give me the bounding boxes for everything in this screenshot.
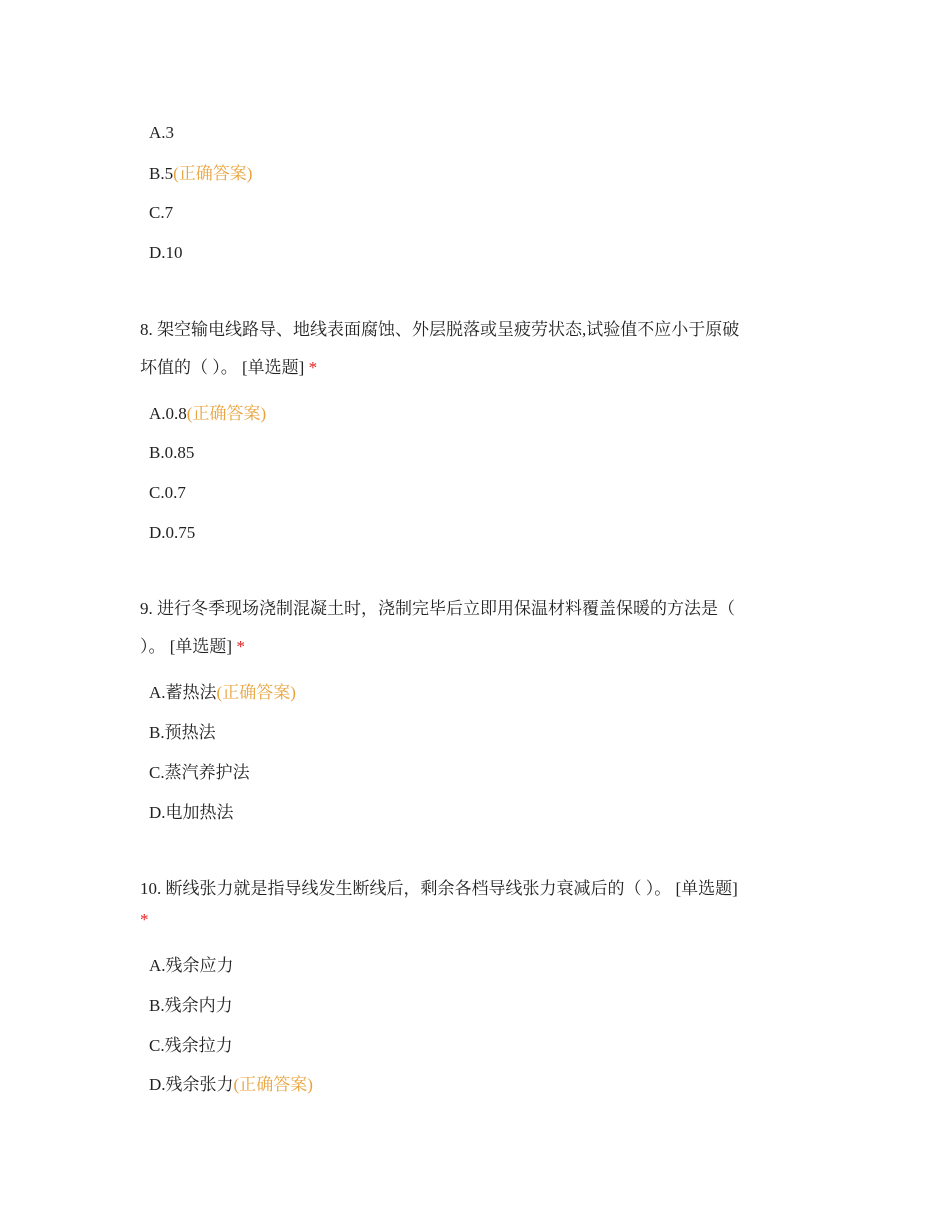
correct-answer-tag: (正确答案): [233, 1075, 313, 1094]
correct-answer-tag: (正确答案): [186, 404, 267, 423]
option-label: B.预热法: [149, 723, 216, 742]
q10-option-b: [149, 995, 233, 1017]
q9-option-d: [149, 802, 234, 824]
required-mark: *: [140, 910, 149, 929]
option-label: B.5: [149, 164, 174, 183]
q8-option-d: [149, 522, 195, 544]
question-text-line: ）。 [单选题] *: [140, 637, 245, 656]
question-text-line: 9. 进行冬季现场浇制混凝土时，浇制完毕后立即用保温材料覆盖保暖的方法是（: [140, 599, 735, 618]
q9-option-b: [149, 722, 216, 744]
option-label: C.7: [149, 203, 174, 222]
option-label: B.残余内力: [149, 996, 233, 1015]
option-label: A.3: [149, 123, 175, 142]
q7-option-d: [149, 242, 183, 264]
option-label: A.蓄热法: [149, 683, 217, 702]
q7-option-a: [149, 122, 174, 144]
q10-option-a: [149, 955, 234, 977]
q10-option-c: [149, 1035, 233, 1057]
option-label: D.残余张力: [149, 1075, 234, 1094]
question-text-line: 8. 架空输电线路导、地线表面腐蚀、外层脱落或呈疲劳状态,试验值不应小于原破: [140, 320, 740, 339]
q8-title: [140, 311, 820, 387]
question-text-line: 坏值的（ ）。 [单选题] *: [140, 358, 318, 377]
option-label: A.0.8: [149, 404, 187, 423]
option-label: B.0.85: [149, 443, 195, 462]
q9-option-c: [149, 762, 250, 784]
correct-answer-tag: (正确答案): [216, 683, 296, 702]
q9-option-a: [149, 682, 296, 704]
option-label: C.残余拉力: [149, 1036, 233, 1055]
question-text-line: 10. 断线张力就是指导线发生断线后，剩余各档导线张力衰减后的（ ）。 [单选题]: [140, 879, 738, 898]
option-label: C.0.7: [149, 483, 186, 502]
q9-title: [140, 590, 820, 666]
option-label: A.残余应力: [149, 956, 234, 975]
option-label: D.10: [149, 243, 183, 262]
option-label: D.0.75: [149, 523, 196, 542]
q7-option-b: [149, 163, 252, 185]
option-label: C.蒸汽养护法: [149, 763, 250, 782]
q8-option-b: [149, 442, 194, 464]
required-mark: *: [236, 637, 245, 656]
q10-option-d: [149, 1074, 313, 1096]
q8-option-c: [149, 482, 186, 504]
correct-answer-tag: (正确答案): [173, 164, 253, 183]
q10-required-line: [140, 905, 820, 935]
q7-option-c: [149, 202, 173, 224]
required-mark: *: [308, 358, 318, 377]
q8-option-a: [149, 403, 266, 425]
q10-title: [140, 870, 820, 908]
option-label: D.电加热法: [149, 803, 234, 822]
